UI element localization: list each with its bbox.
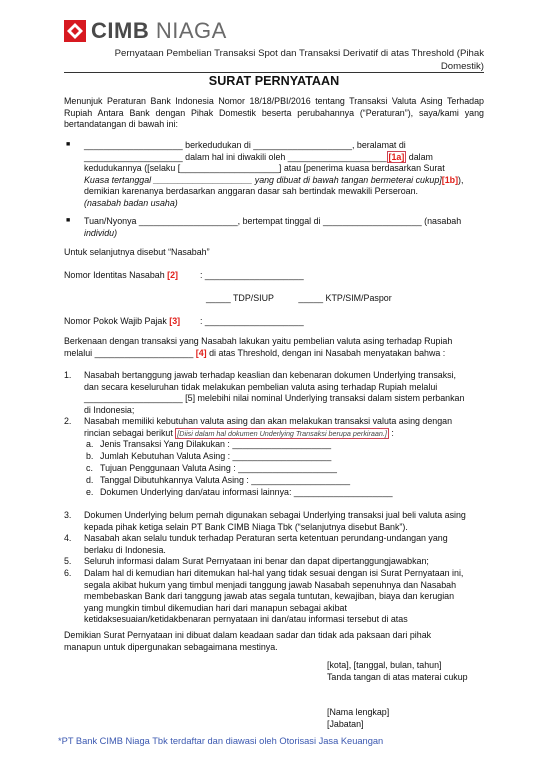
npwp-field: : ____________________ (200, 316, 304, 326)
id-type-options: _____ TDP/SIUP _____ KTP/SIM/Paspor (206, 293, 392, 303)
sub-item-text: Tanggal Dibutuhkannya Valuta Asing : ____________________ (100, 475, 351, 485)
sub-item-text: Dokumen Underlying dan/atau informasi lainnya: ____________________ (100, 487, 393, 497)
signatory-name: [Nama lengkap] (327, 707, 390, 717)
item-number: 2. (64, 416, 72, 426)
document-header: Pernyataan Pembelian Transaksi Spot dan Transaksi Derivatif di atas Threshold (Pihak Domestik) (114, 48, 484, 72)
sub-item-text: Jumlah Kebutuhan Valuta Asing : ____________________ (100, 451, 332, 461)
item-number: 4. (64, 533, 72, 543)
closing-paragraph: Demikian Surat Pernyataan ini dibuat dalam keadaan sadar dan tidak ada paksaan dari pihak manapun untuk dipergunakan sebagaimana mestinya. (64, 630, 432, 652)
bullet-company: ____________________ berkedudukan di ____________________, beralamat di ____________________ dalam hal ini diwakili oleh ____________________ [1a] dalam kedudukannya ([selaku [____________________] atau [penerima kuasa berdasarkan Surat Kuasa tertanggal ____________________ yang dibuat di bawah tangan bermeterai cukup][1b]), demikian karenanya berdasarkan anggaran dasar sah bertindak mewakili Perseroan. (nasabah badan usaha) (84, 140, 464, 208)
sub-item-label: c. (86, 463, 93, 473)
signature-block (327, 660, 487, 683)
sub-item-text: Jenis Transaksi Yang Dilakukan : ____________________ (100, 439, 332, 449)
item-number: 5. (64, 556, 72, 566)
bullet-icon: ■ (66, 217, 71, 224)
statement-item-4: Nasabah akan selalu tunduk terhadap Peraturan serta ketentuan perundang-undangan yang berlaku di Indonesia. (84, 533, 448, 555)
statement-item-3: Dokumen Underlying belum pernah digunakan sebagai Underlying transaksi jual beli valuta asing kepada pihak ketiga selain PT Bank CIMB Niaga Tbk (“selanjutnya disebut Bank”). (84, 510, 466, 532)
item-number: 1. (64, 370, 72, 380)
intro-paragraph: Menunjuk Peraturan Bank Indonesia Nomor 18/18/PBI/2016 tentang Transaksi Valuta Asing Terhadap Rupiah Antara Bank dengan Pihak Domestik beserta perubahannya (“Peraturan”), saya/kami yang bertandatangan di bawah ini: (64, 96, 484, 129)
cimb-niaga-logo (64, 18, 227, 44)
signatory-position: [Jabatan] (327, 718, 364, 729)
footer-note: *PT Bank CIMB Niaga Tbk terdaftar dan diawasi oleh Otorisasi Jasa Keuangan (58, 736, 384, 746)
statement-item-5: Seluruh informasi dalam Surat Pernyataan ini benar dan dapat dipertanggungjawabkan; (84, 556, 429, 566)
sub-item-label: a. (86, 439, 94, 449)
place-date: [kota], [tanggal, bulan, tahun] (327, 660, 442, 670)
cimb-logo-icon (64, 20, 86, 42)
item-number: 3. (64, 510, 72, 520)
document-title: SURAT PERNYATAAN (208, 74, 340, 88)
bullet-individual: Tuan/Nyonya ____________________, bertempat tinggal di ____________________ (nasabah individu) (84, 216, 462, 238)
header-divider (64, 72, 484, 73)
id-number-field: : ____________________ (200, 270, 304, 280)
statement-item-1: Nasabah bertanggung jawab terhadap keaslian dan kebenaran dokumen Underlying transaksi, dan secara keseluruhan tidak melakukan pembelian valuta asing terhadap Rupiah melalui ____________________ [5] melebihi nilai nominal Underlying transaksi dalam sistem perbankan di Indonesia; (84, 370, 465, 415)
statement-item-6: Dalam hal di kemudian hari ditemukan hal-hal yang tidak sesuai dengan isi Surat Pernyataan ini, segala akibat hukum yang timbul menjadi tanggung jawab Nasabah sepenuhnya dan Nasabah membebaskan Bank dari tanggung jawab atas segala tuntutan, kewajiban, biaya dan kerugian yang mungkin timbul dikemudian hari dari manapun sebagai akibat ketidaksesuaian/ketidakbenaran pernyataan ini dan/atau informasi tersebut di atas (84, 568, 464, 624)
sub-item-label: b. (86, 451, 94, 461)
stamp-note: Tanda tangan di atas materai cukup (327, 671, 468, 682)
sub-item-text: Tujuan Penggunaan Valuta Asing : ____________________ (100, 463, 337, 473)
nasabah-definition: Untuk selanjutnya disebut “Nasabah” (64, 247, 210, 257)
transaction-paragraph: Berkenaan dengan transaksi yang Nasabah lakukan yaitu pembelian valuta asing terhadap Rupiah melalui ____________________ [4] di atas Threshold, dengan ini Nasabah menyatakan bahwa : (64, 336, 453, 358)
id-number-label: Nomor Identitas Nasabah [2] (64, 270, 178, 280)
sub-item-label: e. (86, 487, 94, 497)
signatory (327, 707, 487, 730)
logo-wordmark: CIMB NIAGA (91, 18, 227, 43)
item-number: 6. (64, 568, 72, 578)
sub-item-label: d. (86, 475, 94, 485)
npwp-label: Nomor Pokok Wajib Pajak [3] (64, 316, 181, 326)
statement-item-2: Nasabah memiliki kebutuhan valuta asing dan akan melakukan transaksi valuta asing dengan rincian sebagai berikut [Diisi dalam hal dokumen Underlying Transaksi berupa perkiraan.] : (84, 416, 453, 438)
bullet-icon: ■ (66, 141, 71, 148)
